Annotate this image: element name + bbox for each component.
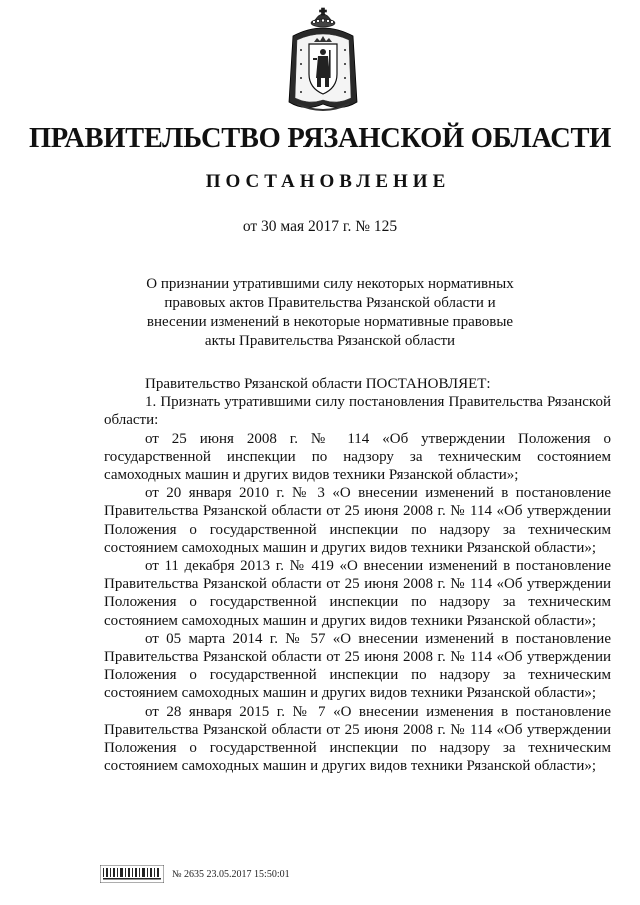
body-paragraph: от 28 января 2015 г. № 7 «О внесении изменения в постановление Правительства Рязанской области от 25 июня 2008 г. № 114 «Об утверждении Положения о государственной инспекции по надзору за техническим состоянием самоходных машин и других видов техники Рязанской области»; [104, 703, 611, 775]
organization-title: ПРАВИТЕЛЬСТВО РЯЗАНСКОЙ ОБЛАСТИ [28, 123, 612, 154]
body-paragraph: от 05 марта 2014 г. № 57 «О внесении изменений в постановление Правительства Рязанской области от 25 июня 2008 г. № 114 «Об утверждении Положения о государственной инспекции по надзору за техническим состоянием самоходных машин и других видов техники Рязанской области»; [104, 630, 611, 702]
document-subject: О признании утратившими силу некоторых нормативных правовых актов Правительства Рязанской области и внесении изменений в некоторые нормативные правовые акты Правительства Рязанской области [146, 276, 514, 349]
body-paragraph: от 20 января 2010 г. № 3 «О внесении изменений в постановление Правительства Рязанской области от 25 июня 2008 г. № 114 «Об утверждении Положения о государственной инспекции по надзору за техническим состоянием самоходных машин и других видов техники Рязанской области»; [104, 485, 611, 556]
body-paragraph: от 11 декабря 2013 г. № 419 «О внесении изменений в постановление Правительства Рязанской области от 25 июня 2008 г. № 114 «Об утверждении Положения о государственной инспекции по надзору за техническим состоянием самоходных машин и других видов техники Рязанской области»; [104, 558, 611, 629]
body-paragraph: от 25 июня 2008 г. № 114 «Об утверждении Положения о государственной инспекции по надзору за техническим состоянием самоходных машин и других видов техники Рязанской области»; [104, 430, 611, 484]
document-body [104, 375, 611, 775]
barcode-icon [100, 865, 164, 883]
registration-stamp [100, 864, 290, 884]
body-paragraph: Правительство Рязанской области ПОСТАНОВЛЯЕТ: [145, 376, 491, 392]
registration-number: № 2635 23.05.2017 15:50:01 [172, 868, 290, 880]
document-date-number: от 30 мая 2017 г. № 125 [242, 218, 398, 235]
body-paragraph: 1. Признать утратившими силу постановления Правительства Рязанской области: [104, 394, 611, 429]
document-type: ПОСТАНОВЛЕНИЕ [205, 171, 451, 192]
coat-of-arms-icon [287, 6, 359, 116]
